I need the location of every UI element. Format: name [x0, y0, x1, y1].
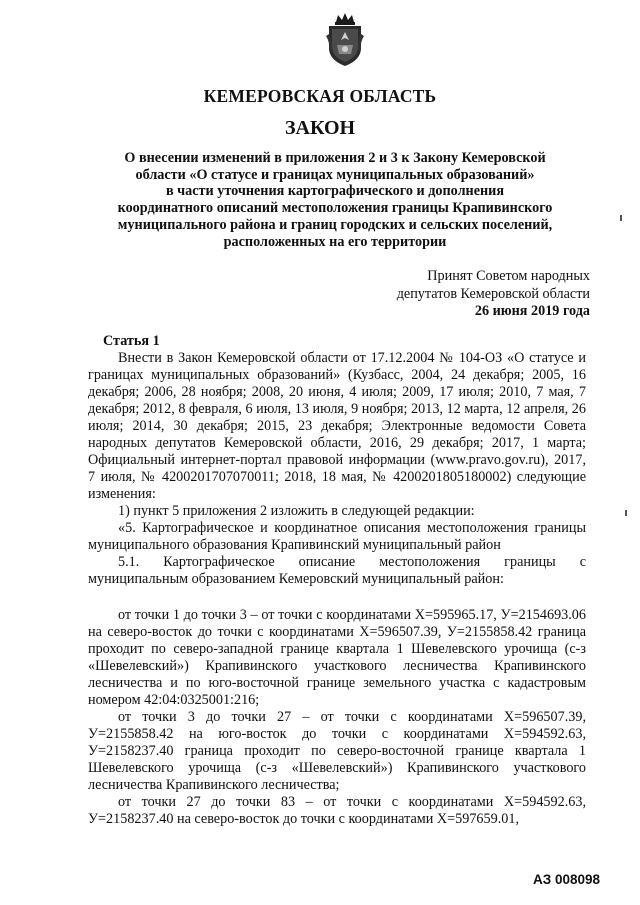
law-title-line: координатного описаний местоположения границы Крапивинского — [117, 200, 553, 217]
body-paragraph: 1) пункт 5 приложения 2 изложить в следующей редакции: — [118, 503, 475, 519]
document-type-heading: ЗАКОН — [284, 117, 356, 139]
body-paragraph: Внести в Закон Кемеровской области от 17.12.2004 № 104-ОЗ «О статусе и границах муниципальных образований» (Кузбасс, 2004, 24 декабря; 2005, 16 декабря; 2006, 28 ноября; 2008, 20 июня, 4 июля; 2009, 17 июля; 2010, 7 мая, 7 декабря; 2012, 8 февраля, 6 июля, 13 июля, 9 ноября; 2013, 12 марта, 12 апреля, 26 июля; 2014, 30 декабря; 2015, 23 декабря; Электронные ведомости Совета народных депутатов Кемеровской области, 2016, 29 декабря; 2017, 1 марта; Официальный интернет-портал правовой информации (www.pravo.gov.ru), 2017, 7 июля, № 4200201707070011; 2018, 18 мая, № 4200201805180002) следующие изменения: — [88, 350, 586, 502]
adoption-info — [397, 268, 590, 321]
scan-mark — [620, 215, 622, 221]
adoption-line: депутатов Кемеровской области — [396, 285, 590, 302]
law-title-line: муниципального района и границ городских и сельских поселений, — [117, 216, 553, 233]
body-paragraph: от точки 3 до точки 27 – от точки с координатами Х=596507.39, У=2155858.42 на юго-восток до точки с координатами Х=594592.63, У=2158237.40 граница проходит по северо-восточной границе квартала 1 Шевелевского урочища (с-з «Шевелевский») Крапивинского участкового лесничества Крапивинского лесничества; — [88, 709, 586, 793]
scan-mark — [625, 510, 627, 516]
law-title-line: области «О статусе и границах муниципальных образований» — [135, 166, 535, 183]
article-heading: Статья 1 — [103, 333, 160, 349]
adoption-line: Принят Советом народных — [427, 268, 590, 284]
boundary-description — [88, 607, 586, 828]
body-paragraph: от точки 27 до точки 83 – от точки с координатами Х=594592.63, У=2158237.40 на северо-восток до точки с координатами Х=597659.01, — [88, 794, 586, 827]
region-heading: КЕМЕРОВСКАЯ ОБЛАСТЬ — [203, 86, 437, 106]
body-paragraph: «5. Картографическое и координатное описания местоположения границы муниципального образования Крапивинский муниципальный район — [88, 520, 586, 553]
law-title-line: расположенных на его территории — [223, 233, 447, 250]
body-paragraph: от точки 1 до точки 3 – от точки с координатами Х=595965.17, У=2154693.06 на северо-восток до точки с координатами Х=596507.39, У=2155858.42 граница проходит по северо-западной границе квартала 1 Шевелевского урочища (с-з «Шевелевский») Крапивинского участкового лесничества Крапивинского лесничества и по юго-восточной границе земельного участка с кадастровым номером 42:04:0325001:216; — [88, 607, 586, 708]
body-paragraph: 5.1. Картографическое описание местоположения границы с муниципальным образованием Кемеровский муниципальный район: — [88, 554, 586, 587]
form-serial-number: АЗ 008098 — [532, 872, 600, 887]
coat-of-arms-icon — [324, 12, 366, 68]
article-body — [88, 350, 586, 588]
adoption-date: 26 июня 2019 года — [474, 303, 590, 319]
law-title — [100, 150, 570, 250]
law-title-line: в части уточнения картографического и дополнения — [165, 183, 505, 200]
law-title-line: О внесении изменений в приложения 2 и 3 к Закону Кемеровской — [124, 150, 546, 166]
